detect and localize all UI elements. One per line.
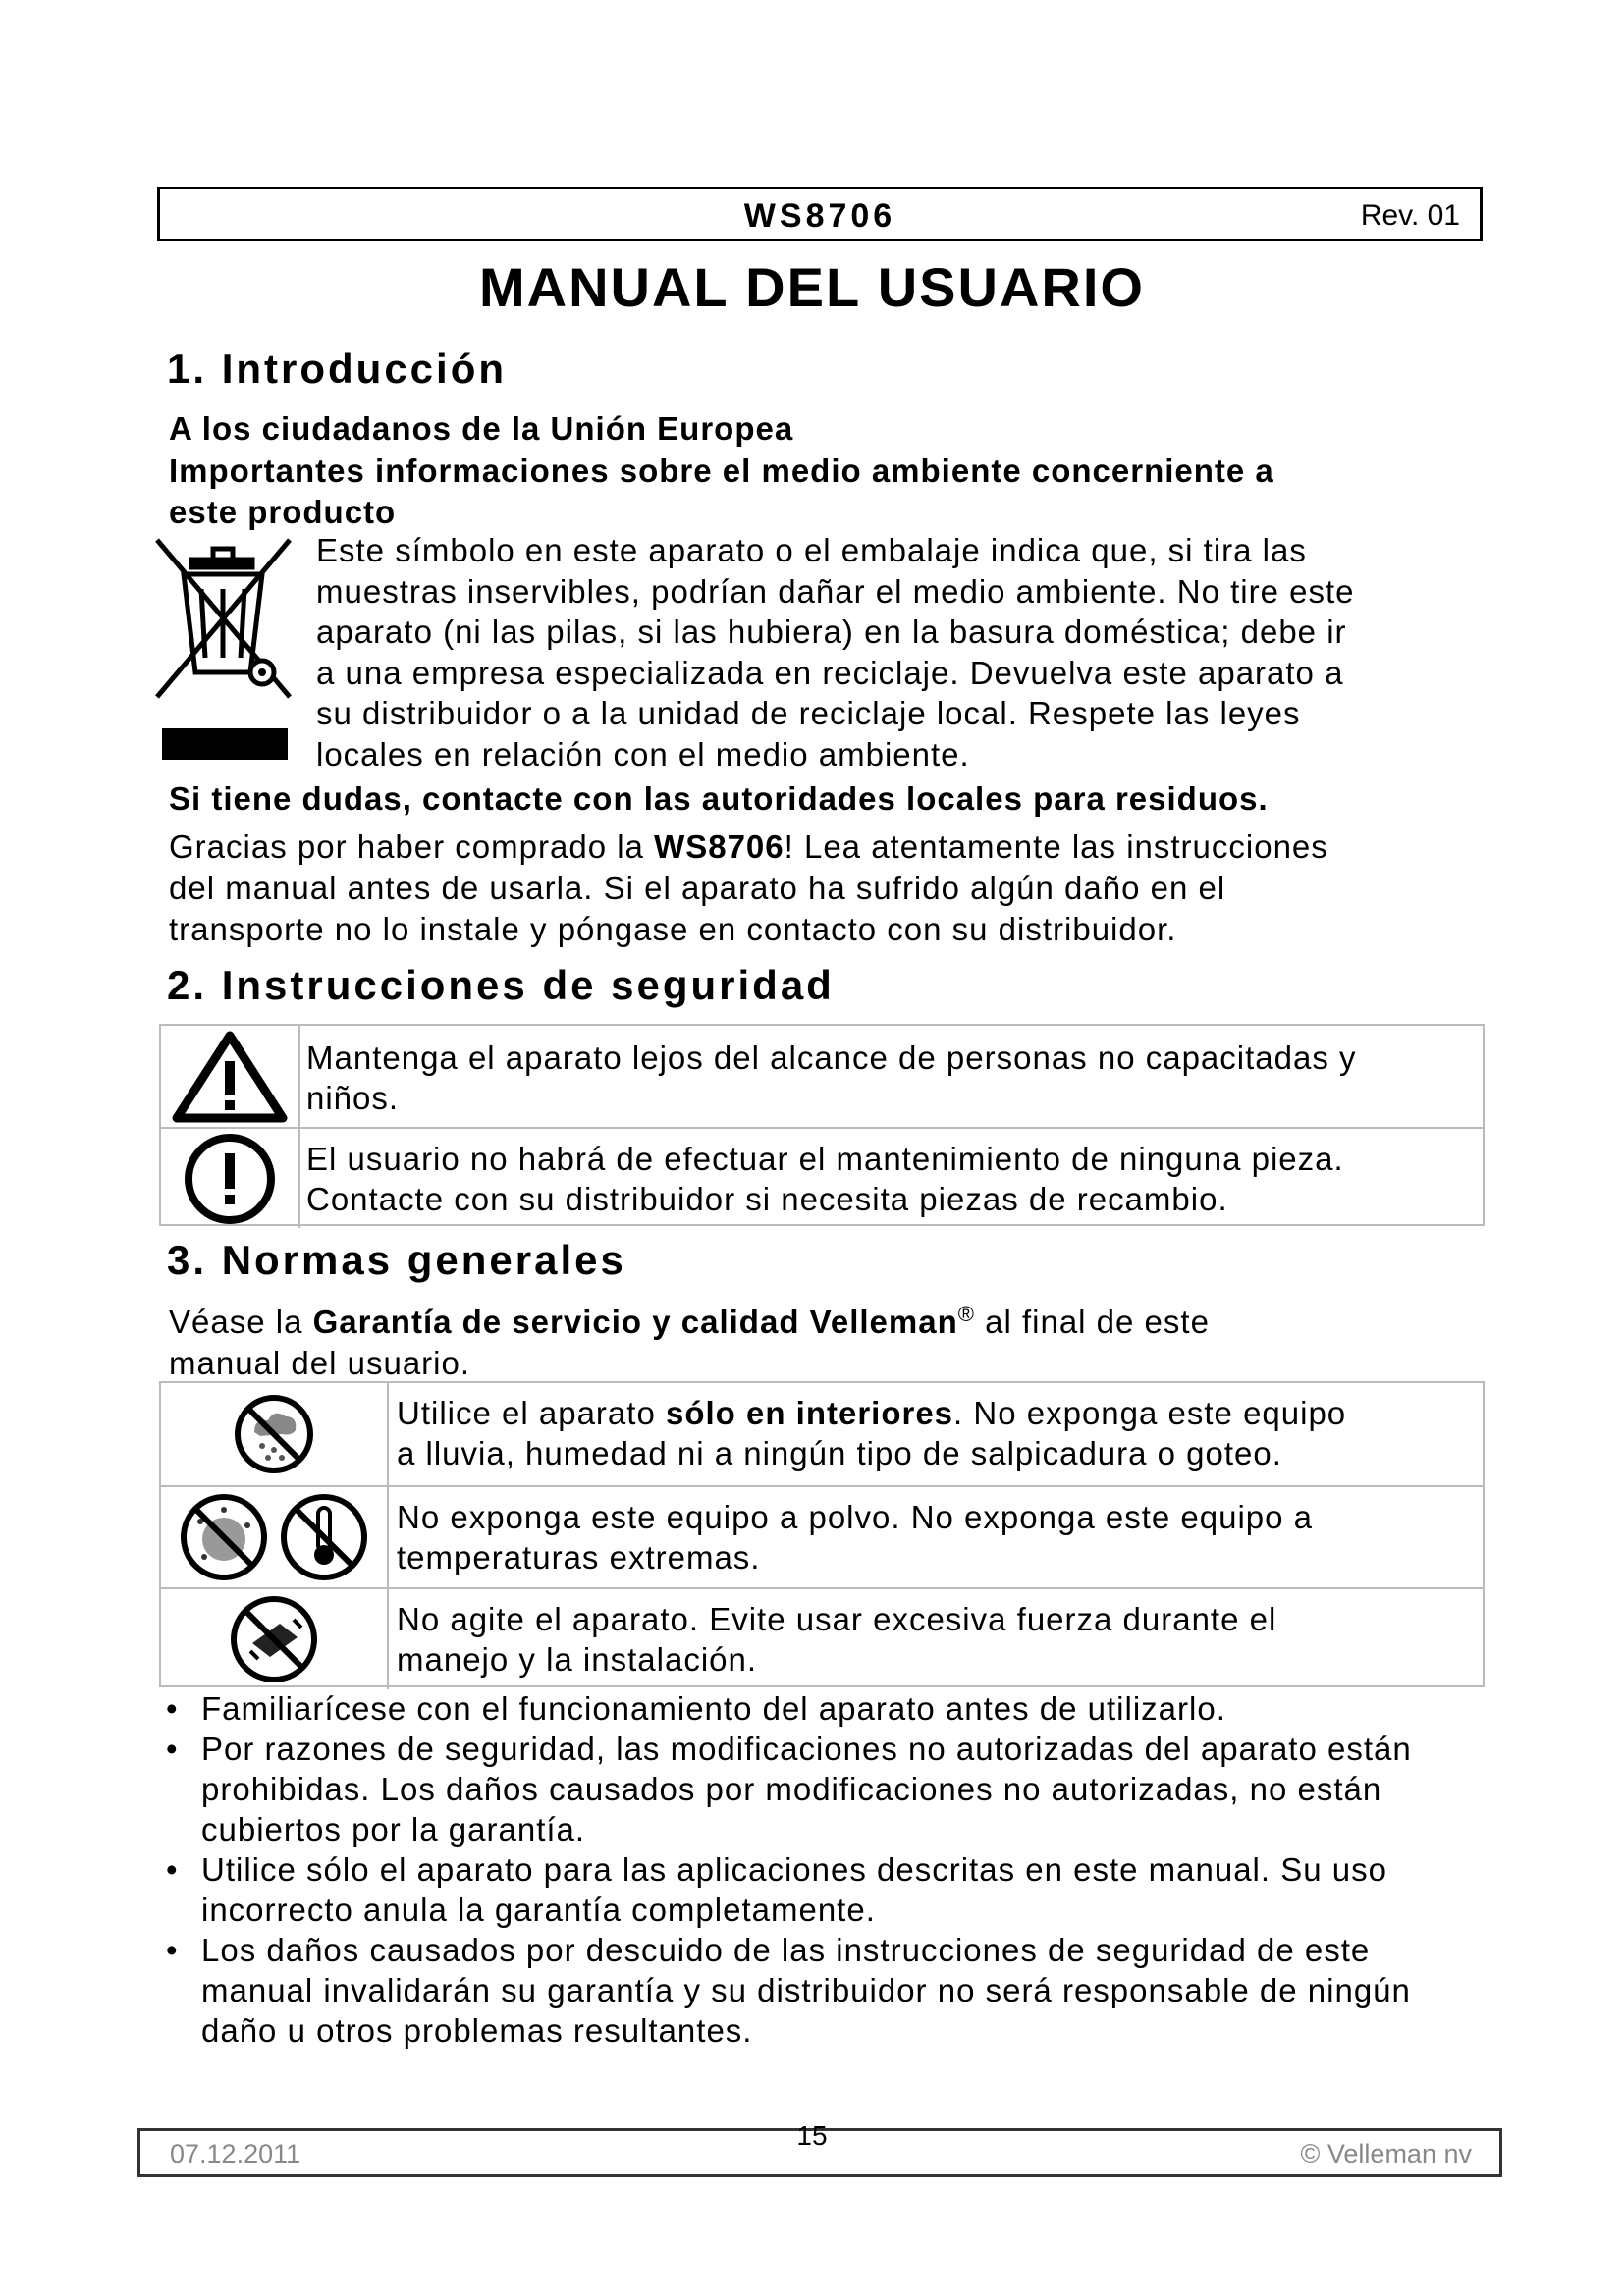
rules-text-line: a lluvia, humedad ni a ningún tipo de salpicadura o goteo. (397, 1435, 1282, 1471)
weee-bin-icon (152, 535, 295, 766)
thanks-line-1: Gracias por haber comprado la WS8706! Lea atentamente las instrucciones (169, 828, 1328, 865)
eu-citizens-subheading: A los ciudadanos de la Unión Europea (169, 410, 794, 447)
general-rules-list (162, 1688, 1483, 2051)
rules-text-line: temperaturas extremas. (397, 1539, 761, 1575)
revision-label: Rev. 01 (1360, 199, 1460, 232)
no-dust-icon (179, 1492, 269, 1582)
general-intro: Véase la Garantía de servicio y calidad Velleman® al final de este manual del usuario. (169, 1302, 1210, 1381)
warning-triangle-icon (161, 1026, 300, 1127)
environment-subheading-line1: Importantes informaciones sobre el medio ambiente concerniente a (169, 453, 1274, 489)
model-number: WS8706 (743, 197, 896, 235)
section-2-heading: 2. Instrucciones de seguridad (167, 962, 835, 1008)
footer-date: 07.12.2011 (170, 2139, 301, 2168)
weee-line: su distribuidor o a la unidad de reciclaje local. Respete las leyes (316, 695, 1301, 731)
weee-line: Este símbolo en este aparato o el embalaje indica que, si tira las (316, 532, 1307, 568)
weee-line: aparato (ni las pilas, si las hubiera) en la basura doméstica; debe ir (316, 614, 1347, 650)
no-shaking-icon (161, 1589, 389, 1689)
thanks-line-2: del manual antes de usarla. Si el aparato ha sufrido algún daño en el (169, 870, 1226, 906)
caution-circle-icon (161, 1129, 300, 1228)
safety-row (161, 1127, 1483, 1228)
footer-copyright: © Velleman nv (1300, 2139, 1472, 2168)
no-rain-icon (161, 1383, 389, 1485)
rules-text-line: Utilice el aparato sólo en interiores. No exponga este equipo (397, 1395, 1347, 1431)
thanks-line-3: transporte no lo instale y póngase en contacto con su distribuidor. (169, 911, 1177, 947)
rules-row (161, 1485, 1483, 1587)
rules-text-line: No exponga este equipo a polvo. No exponga este equipo a (397, 1499, 1313, 1535)
document-header (157, 187, 1483, 241)
list-item: • Por razones de seguridad, las modificaciones no autorizadas del aparato están prohibidas. Los daños causados por modificaciones no autorizadas, no están cubiertos por la garantía. (162, 1729, 1483, 1849)
weee-line: muestras inservibles, podrían dañar el medio ambiente. No tire este (316, 572, 1355, 610)
rules-row (161, 1383, 1483, 1485)
safety-row (161, 1026, 1483, 1127)
safety-text-line: Contacte con su distribuidor si necesita piezas de recambio. (306, 1181, 1228, 1217)
warranty-reference: Garantía de servicio y calidad Velleman (312, 1304, 958, 1340)
page-title: MANUAL DEL USUARIO (479, 256, 1145, 318)
thanks-paragraph (169, 827, 1485, 950)
doubts-notice: Si tiene dudas, contacte con las autoridades locales para residuos. (169, 780, 1269, 817)
weee-text-block (316, 530, 1355, 774)
safety-text-line: El usuario no habrá de efectuar el mantenimiento de ninguna pieza. (306, 1141, 1344, 1177)
section-1-heading: 1. Introducción (167, 346, 508, 392)
thanks-model: WS8706 (654, 828, 785, 865)
weee-line: a una empresa especializada en reciclaje. Devuelva este aparato a (316, 654, 1344, 691)
page-number: 15 (796, 2120, 828, 2151)
rules-text-line: No agite el aparato. Evite usar excesiva fuerza durante el (397, 1601, 1277, 1637)
list-item: • Familiarícese con el funcionamiento del aparato antes de utilizarlo. (162, 1688, 1483, 1729)
general-rules-table (159, 1381, 1485, 1687)
environment-subheading-line2: este producto (169, 494, 397, 530)
no-extreme-temperature-icon (279, 1492, 369, 1582)
list-item: • Los daños causados por descuido de las instrucciones de seguridad de este manual invalidarán su garantía y su distribuidor no será responsable de ningún daño u otros problemas resultantes. (162, 1930, 1483, 2051)
safety-table (159, 1024, 1485, 1226)
list-item: • Utilice sólo el aparato para las aplicaciones descritas en este manual. Su uso incorrecto anula la garantía completamente. (162, 1849, 1483, 1930)
rules-row (161, 1587, 1483, 1689)
safety-text-line: niños. (306, 1080, 400, 1116)
indoor-only-emphasis: sólo en interiores (665, 1395, 954, 1431)
section-3-heading: 3. Normas generales (167, 1237, 626, 1283)
safety-text-line: Mantenga el aparato lejos del alcance de personas no capacitadas y (306, 1040, 1357, 1076)
weee-line: locales en relación con el medio ambiente. (316, 735, 970, 773)
rules-text-line: manejo y la instalación. (397, 1641, 758, 1678)
